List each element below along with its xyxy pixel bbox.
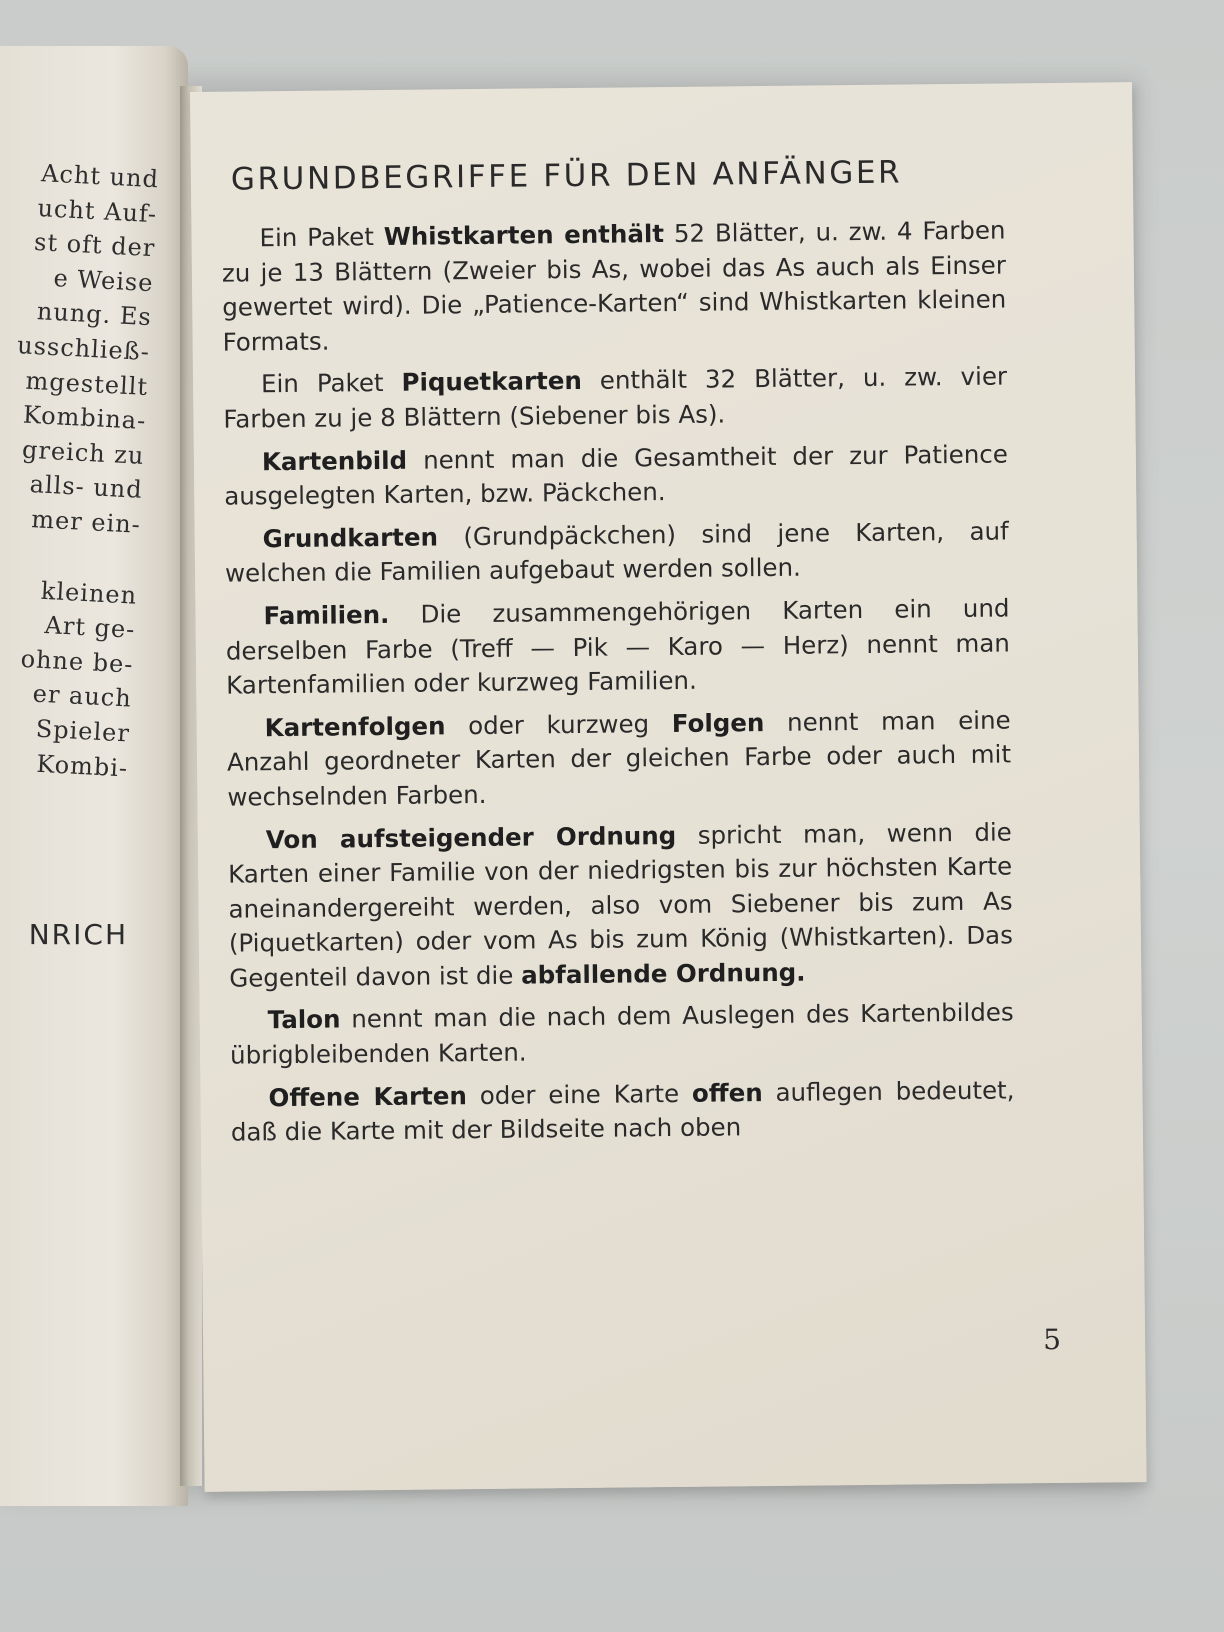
left-page-line: Kombi- xyxy=(35,749,129,783)
text-run: (Grundpäckchen) sind jene Karten, auf welchen die Familien aufgebaut werden sollen. xyxy=(224,516,1009,589)
left-page-line: greich zu xyxy=(21,435,146,470)
paragraph xyxy=(225,514,1010,591)
bold-term: Familien. xyxy=(263,599,390,631)
paragraph xyxy=(230,1073,1015,1150)
paragraph xyxy=(224,437,1009,514)
left-page-line: usschließ- xyxy=(16,331,151,367)
left-page-line: ohne be- xyxy=(20,644,135,679)
text-run: oder eine Karte xyxy=(466,1078,693,1110)
bold-term: Kartenfolgen xyxy=(264,711,446,742)
bold-term: abfallende Ordnung. xyxy=(520,957,806,990)
left-page-line: Art ge- xyxy=(43,611,137,644)
left-page xyxy=(0,46,188,1506)
left-page-line: Spieler xyxy=(35,714,131,748)
paragraph xyxy=(230,996,1015,1073)
page-number: 5 xyxy=(1042,1322,1062,1357)
left-page-line: Acht und xyxy=(40,159,160,194)
left-page-line: kleinen xyxy=(40,576,138,610)
left-page-line: mgestellt xyxy=(24,366,149,401)
left-page-lower-lines xyxy=(0,570,138,786)
bold-term: Talon xyxy=(267,1004,341,1035)
text-run: Die zusammengehörigen Karten ein und derselben Farbe (Treff — Pik — Karo — Herz) nennt man Kartenfamilien oder kurzweg Familien. xyxy=(225,593,1010,700)
text-run: enthält 32 Blätter, u. zw. vier Farben zu je 8 Blättern (Siebener bis As). xyxy=(223,361,1008,434)
left-page-line: nung. Es xyxy=(36,297,153,332)
left-page-line: er auch xyxy=(32,679,133,713)
text-run: nennt man die nach dem Auslegen des Kartenbildes übrigbleibenden Karten. xyxy=(229,997,1014,1070)
left-page-text xyxy=(0,154,160,786)
left-page-upper-lines xyxy=(0,154,160,542)
text-run: oder kurzweg xyxy=(445,708,672,741)
left-page-line: e Weise xyxy=(52,263,155,297)
left-page-line: alls- und xyxy=(29,470,144,505)
paragraph xyxy=(221,213,1006,360)
text-run: Ein Paket xyxy=(260,368,402,399)
paragraph xyxy=(226,703,1011,815)
paragraph xyxy=(225,591,1010,703)
text-run: Ein Paket xyxy=(259,221,384,253)
page-heading: GRUNDBEGRIFFE FÜR DEN ANFÄNGER xyxy=(230,154,903,198)
left-page-line: mer ein- xyxy=(30,505,142,539)
bold-term: offen xyxy=(691,1077,763,1108)
bold-term: Von aufsteigender Ordnung xyxy=(265,820,677,854)
left-page-line: Kombina- xyxy=(22,400,147,436)
left-page-line: st oft der xyxy=(33,228,157,263)
bold-term: Offene Karten xyxy=(268,1080,468,1112)
bold-term: Whistkarten enthält xyxy=(383,219,665,251)
bold-term: Piquetkarten xyxy=(401,366,583,398)
bold-term: Grundkarten xyxy=(262,522,439,554)
text-run: spricht man, wenn die Karten einer Familie von der niedrigsten bis zur höchsten Karte aneinandergereiht werden, also vom Siebener bis zum As (Piquetkarten) oder vom As bis zum König (Whistkarten). Das Gegenteil davon ist die xyxy=(228,816,1014,993)
text-run: 52 Blätter, u. zw. 4 Farben zu je 13 Blättern (Zweier bis As, wobei das As auch als Einser gewertet wird). Die „Patience-Karten“ sind Whistkarten kleinen Formats. xyxy=(221,215,1007,357)
body-text xyxy=(221,213,1015,1158)
paragraph xyxy=(223,360,1008,437)
text-run: auflegen bedeutet, daß die Karte mit der Bildseite nach oben xyxy=(230,1075,1015,1147)
bold-term: Folgen xyxy=(671,707,765,738)
text-run: nennt man die Gesamtheit der zur Patience ausgelegten Karten, bzw. Päckchen. xyxy=(224,439,1008,511)
left-page-line: ucht Auf- xyxy=(36,193,158,228)
paragraph xyxy=(228,815,1014,996)
text-run: nennt man eine Anzahl geordneter Karten der gleichen Farbe oder auch mit wechselnden Farben. xyxy=(226,705,1012,812)
left-page-footer: NRICH xyxy=(28,918,128,951)
right-page xyxy=(190,82,1147,1492)
bold-term: Kartenbild xyxy=(261,445,408,476)
